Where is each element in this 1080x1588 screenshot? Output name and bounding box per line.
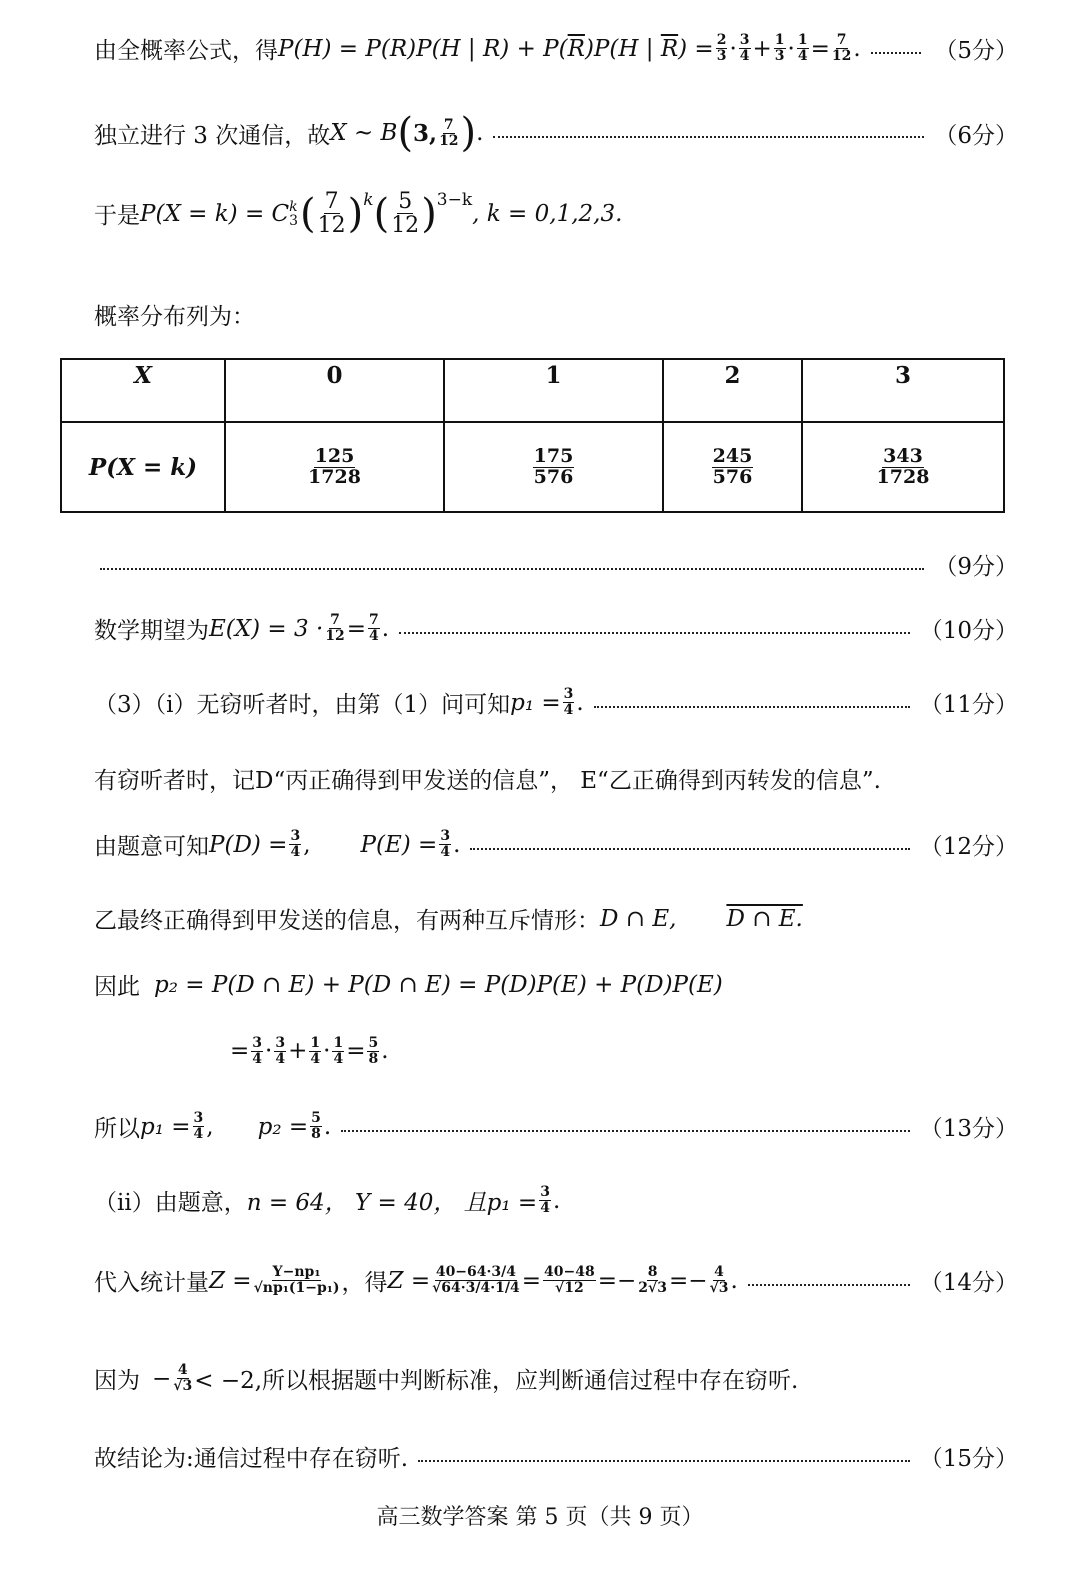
text: ，得 [341, 1270, 388, 1296]
text: 由全概率公式，得 [94, 38, 278, 64]
fraction: 7 4 [369, 612, 379, 644]
score: （6分） [934, 122, 1018, 149]
text: 所以 [94, 1116, 140, 1142]
distribution-table [60, 358, 1005, 513]
line-pmf: 于是 P(X = k) = C k 3 ( 7 12 ) $^k$ ( 5 12 ) $^{3-k}$ , k = 0,1,2,3. [94, 189, 623, 239]
table-cell: 0 [225, 359, 444, 422]
fraction: 7 12 [317, 189, 346, 239]
text: 因为 [94, 1368, 140, 1394]
leader-dots [493, 136, 924, 138]
fraction: $\frac{3}{4}$ [193, 1110, 204, 1142]
table-cell: 2 [663, 359, 802, 422]
fraction: $\frac{40-64\cdot 3/4}{√64\cdot 3/4\cdot 1/4}$ [432, 1264, 520, 1296]
fraction: 1 4 [797, 32, 808, 64]
formula: p₂ = [257, 1113, 309, 1140]
leader-dots [871, 52, 921, 54]
formula-tail: , k = 0,1,2,3. [472, 200, 623, 227]
fraction: 7 12 [439, 116, 459, 149]
fraction: $\frac{4}{√3}$ [173, 1362, 193, 1394]
fraction: $\frac{\text{Y−np₁}}{\text{√np₁(1−p₁)}}$ [253, 1264, 340, 1296]
leader-dots [594, 706, 910, 708]
formula: P(X = k) = C [140, 200, 290, 227]
formula: P(H) = P(R)P(H | $R) + P(\overline{R})P(H$ | $\overline{R}$) = [278, 35, 714, 62]
formula: Z = [209, 1267, 252, 1294]
fraction: $\frac{3}{4}$ [540, 1184, 550, 1216]
table-cell: 3 [802, 359, 1004, 422]
line-expectation: 数学期望为 E(X) = 3 · 7 12 = 7 4 . （10分） [94, 612, 1018, 644]
line-pd-pe: 由题意可知 P(D) = $\frac{3}{4}$ , P(E) = $\frac{3}{4}$ . （12分） [94, 828, 1018, 860]
line-distribution-heading [94, 298, 1018, 331]
text: 代入统计量 [94, 1270, 209, 1296]
fraction: $\frac{3}{4}$ [563, 686, 574, 718]
formula: p₂ = P(D ∩ E) + P(D ∩ E) = P(D)P(E) + P(D)P(E) [154, 971, 723, 998]
fraction: 3 4 [739, 32, 750, 64]
formula: P(D) = [209, 831, 288, 858]
formula: E(X) = 3 · [209, 615, 324, 642]
line-part3-i: （3）（i）无窃听者时，由第（1）问可知 p₁ = $\frac{3}{4}$ . （11分） [94, 686, 1018, 718]
table-cell: $\frac{125}{1728}$ [225, 422, 444, 512]
text: 因此 [94, 974, 140, 1000]
text: 数学期望为 [94, 618, 209, 644]
fraction: 8 2√3 [638, 1264, 667, 1296]
line-p2-value: = $\frac{3}{4}$ · 3 4 + 1 4 · 1 4 = 5 8 . [230, 1035, 389, 1067]
formula: p₁ = [140, 1113, 191, 1140]
fraction: 4 √3 [709, 1264, 729, 1296]
line-exclusive-cases [94, 902, 1018, 935]
leader-dots [399, 632, 910, 634]
table-cell: P(X = k) [61, 422, 225, 512]
fraction: $\frac{5}{8}$ [311, 1110, 321, 1142]
text: （ii）由题意， [94, 1190, 247, 1216]
score: （5分） [934, 38, 1018, 64]
fraction: 1 4 [333, 1035, 344, 1067]
fraction: 1 3 [774, 32, 785, 64]
score: （14分） [919, 1270, 1018, 1296]
text: 独立进行 3 次通信，故 [94, 122, 331, 149]
leader-dots [341, 1130, 910, 1132]
text: 概率分布列为： [94, 304, 255, 330]
leader-dots [748, 1284, 910, 1286]
combination-indices: k 3 [289, 198, 299, 229]
table-cell: X [61, 359, 225, 422]
formula: n = 64， Y = 40， 且p₁ = [246, 1190, 538, 1216]
leader-dots [100, 568, 924, 570]
fraction: 3 4 [275, 1035, 286, 1067]
fraction: 40−48 √12 [544, 1264, 595, 1296]
score: （15分） [919, 1446, 1018, 1472]
table-cell: $\frac{245}{576}$ [663, 422, 802, 512]
table-cell: $\frac{175}{576}$ [444, 422, 663, 512]
text: （3）（i）无窃听者时，由第（1）问可知 [94, 692, 511, 718]
text: 有窃听者时，记D“丙正确得到甲发送的信息”， E“乙正确得到丙转发的信息”. [94, 768, 881, 794]
score: （9分） [934, 554, 1018, 580]
fraction: $\frac{3}{4}$ [290, 828, 301, 860]
table-cell: $\frac{343}{1728}$ [802, 422, 1004, 512]
text: 于是 [94, 203, 140, 230]
fraction: 7 12 [325, 612, 345, 644]
table-row [61, 422, 1004, 512]
formula: X ~ B [330, 120, 398, 146]
formula: Z = [387, 1267, 431, 1294]
line-score-9 [100, 548, 1018, 581]
formula: D ∩ E. [726, 905, 803, 932]
score: （12分） [919, 834, 1018, 860]
fraction: $\frac{3}{4}$ [252, 1035, 263, 1067]
line-events [94, 762, 1018, 795]
formula: P(E) = [360, 831, 438, 858]
text: < −2,所以根据题中判断标准，应判断通信过程中存在窃听. [194, 1368, 799, 1394]
page-footer: 高三数学答案 第 5 页（共 9 页） [376, 1505, 704, 1530]
text: 故结论为:通信过程中存在窃听. [94, 1446, 409, 1472]
fraction: 5 8 [368, 1035, 379, 1067]
formula: p₁ = [510, 689, 561, 716]
text: 乙最终正确得到甲发送的信息，有两种互斥情形： [94, 908, 600, 934]
formula: D ∩ E, [600, 905, 677, 932]
line-p1-p2: 所以 p₁ = $\frac{3}{4}$ , p₂ = $\frac{5}{8}$ . （13分） [94, 1110, 1018, 1142]
score: （13分） [919, 1116, 1018, 1142]
leader-dots [470, 848, 909, 850]
fraction: $\frac{3}{4}$ [440, 828, 451, 860]
score: （10分） [919, 618, 1018, 644]
fraction: $\frac{2}{3}$ [716, 32, 727, 64]
leader-dots [418, 1460, 910, 1462]
text: 由题意可知 [94, 834, 209, 860]
line-part3-ii: （ii）由题意， n = 64， Y = 40， 且p₁ = $\frac{3}{4}$ . [94, 1184, 561, 1216]
line-binomial: 独立进行 3 次通信，故 X ~ B ( 3, 7 12 ) . （6分） [94, 110, 1018, 156]
table-cell: 1 [444, 359, 663, 422]
line-total-probability: 由全概率公式，得 P(H) = P(R)P(H | $R) + P(\overline{R})P(H$ | $\overline{R}$) = $\frac{2}{3}$ · 3 4 + 1 3 · 1 4 = 7 12 . （5分） [94, 32, 1018, 64]
table-header-row [61, 359, 1004, 422]
fraction: 7 12 [831, 32, 852, 64]
score: （11分） [919, 692, 1018, 718]
line-conclusion [94, 1440, 1018, 1473]
line-statistic: 代入统计量 Z = $\frac{\text{Y−np₁}}{\text{√np₁(1−p₁)}}$ ，得 Z = $\frac{40-64\cdot 3/4}{√64\cdot 3/4\cdot 1/4}$ = 40−48 √12 =− 8 2√3 =− 4 √3 . （14分） [94, 1264, 1018, 1296]
fraction: 5 12 [391, 189, 420, 239]
fraction: 1 4 [310, 1035, 321, 1067]
line-judgement: 因为 − $\frac{4}{√3}$ < −2,所以根据题中判断标准，应判断通信过程中存在窃听. [94, 1362, 799, 1394]
line-p2-expansion [94, 968, 1018, 1001]
